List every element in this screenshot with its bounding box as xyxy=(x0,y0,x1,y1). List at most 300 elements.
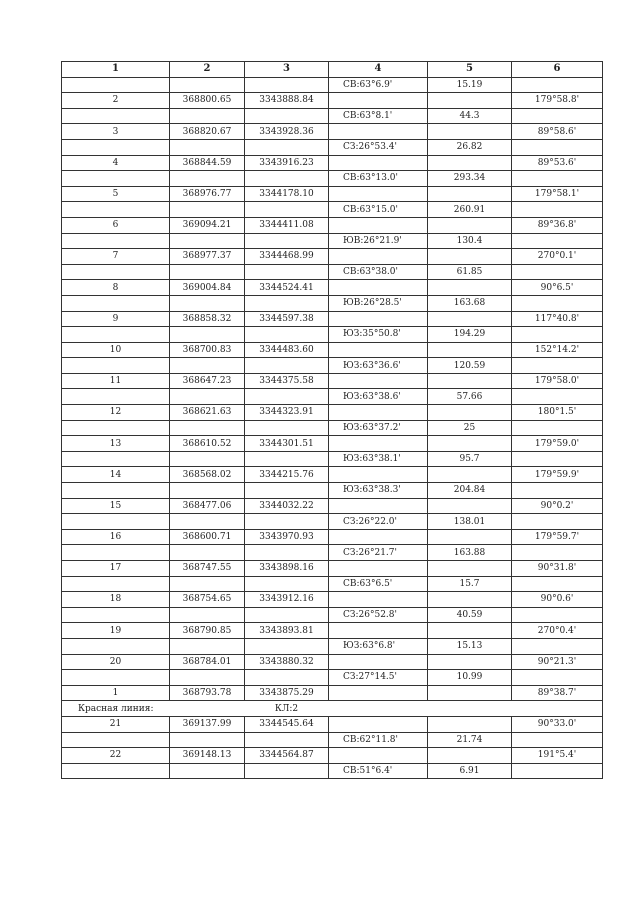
bearing: ЮЗ:63°38.3' xyxy=(329,483,428,499)
empty-cell xyxy=(170,670,245,686)
angle: 270°0.1' xyxy=(512,249,603,265)
empty-cell xyxy=(245,763,329,779)
empty-cell xyxy=(329,311,428,327)
coord-x: 368747.55 xyxy=(170,561,245,577)
empty-cell xyxy=(512,701,603,717)
coord-x: 369137.99 xyxy=(170,716,245,732)
header-col-3: 3 xyxy=(245,62,329,78)
empty-cell xyxy=(329,529,428,545)
empty-cell xyxy=(245,732,329,748)
point-row xyxy=(62,217,603,233)
segment-row xyxy=(62,108,603,124)
segment-row xyxy=(62,763,603,779)
empty-cell xyxy=(512,171,603,187)
point-number: 9 xyxy=(62,311,170,327)
coord-x: 368647.23 xyxy=(170,373,245,389)
red-line-value: КЛ:2 xyxy=(274,703,299,714)
point-row xyxy=(62,436,603,452)
empty-cell xyxy=(329,498,428,514)
empty-cell xyxy=(428,217,512,233)
bearing: ЮЗ:63°37.2' xyxy=(329,420,428,436)
empty-cell xyxy=(512,638,603,654)
coord-x: 368477.06 xyxy=(170,498,245,514)
empty-cell xyxy=(245,77,329,93)
empty-cell xyxy=(245,358,329,374)
empty-cell xyxy=(245,389,329,405)
empty-cell xyxy=(245,171,329,187)
coord-y: 3344597.38 xyxy=(245,311,329,327)
point-number: 2 xyxy=(62,93,170,109)
empty-cell xyxy=(512,545,603,561)
segment-row xyxy=(62,295,603,311)
empty-cell xyxy=(428,623,512,639)
empty-cell xyxy=(329,249,428,265)
empty-cell xyxy=(62,670,170,686)
coord-x: 368568.02 xyxy=(170,467,245,483)
coord-x: 368600.71 xyxy=(170,529,245,545)
empty-cell xyxy=(428,498,512,514)
empty-cell xyxy=(329,280,428,296)
angle: 89°58.6' xyxy=(512,124,603,140)
header-col-1: 1 xyxy=(62,62,170,78)
coord-x: 368793.78 xyxy=(170,685,245,701)
point-number: 21 xyxy=(62,716,170,732)
bearing: СВ:51°6.4' xyxy=(329,763,428,779)
header-col-6: 6 xyxy=(512,62,603,78)
bearing: СЗ:26°21.7' xyxy=(329,545,428,561)
coord-x: 368754.65 xyxy=(170,592,245,608)
point-number: 22 xyxy=(62,748,170,764)
bearing: ЮВ:26°28.5' xyxy=(329,295,428,311)
point-row xyxy=(62,623,603,639)
empty-cell xyxy=(428,155,512,171)
coord-y: 3344483.60 xyxy=(245,342,329,358)
coord-x: 368820.67 xyxy=(170,124,245,140)
empty-cell xyxy=(245,295,329,311)
point-row xyxy=(62,529,603,545)
empty-cell xyxy=(329,342,428,358)
point-row xyxy=(62,405,603,421)
angle: 117°40.8' xyxy=(512,311,603,327)
coord-x: 368977.37 xyxy=(170,249,245,265)
bearing: СВ:62°11.8' xyxy=(329,732,428,748)
distance: 163.68 xyxy=(428,295,512,311)
coord-y: 3343970.93 xyxy=(245,529,329,545)
segment-row xyxy=(62,483,603,499)
point-row xyxy=(62,373,603,389)
point-row xyxy=(62,155,603,171)
bearing: СЗ:26°53.4' xyxy=(329,139,428,155)
distance: 130.4 xyxy=(428,233,512,249)
empty-cell xyxy=(62,545,170,561)
table-body xyxy=(62,77,603,779)
point-number: 14 xyxy=(62,467,170,483)
angle: 89°38.7' xyxy=(512,685,603,701)
coord-x: 368976.77 xyxy=(170,186,245,202)
empty-cell xyxy=(428,186,512,202)
angle: 179°58.1' xyxy=(512,186,603,202)
point-row xyxy=(62,498,603,514)
empty-cell xyxy=(329,405,428,421)
segment-row xyxy=(62,202,603,218)
point-row xyxy=(62,186,603,202)
empty-cell xyxy=(428,716,512,732)
coord-y: 3343880.32 xyxy=(245,654,329,670)
empty-cell xyxy=(170,233,245,249)
angle: 152°14.2' xyxy=(512,342,603,358)
empty-cell xyxy=(428,280,512,296)
empty-cell xyxy=(329,561,428,577)
coord-y: 3343916.23 xyxy=(245,155,329,171)
coord-y: 3343875.29 xyxy=(245,685,329,701)
empty-cell xyxy=(428,685,512,701)
empty-cell xyxy=(170,264,245,280)
distance: 260.91 xyxy=(428,202,512,218)
segment-row xyxy=(62,264,603,280)
coord-y: 3344178.10 xyxy=(245,186,329,202)
segment-row xyxy=(62,327,603,343)
point-number: 6 xyxy=(62,217,170,233)
empty-cell xyxy=(512,514,603,530)
empty-cell xyxy=(428,529,512,545)
angle: 179°58.8' xyxy=(512,93,603,109)
point-number: 10 xyxy=(62,342,170,358)
empty-cell xyxy=(245,451,329,467)
segment-row xyxy=(62,451,603,467)
angle: 179°59.0' xyxy=(512,436,603,452)
bearing: СВ:63°15.0' xyxy=(329,202,428,218)
empty-cell xyxy=(329,685,428,701)
bearing: ЮЗ:63°36.6' xyxy=(329,358,428,374)
empty-cell xyxy=(245,202,329,218)
coord-y: 3344215.76 xyxy=(245,467,329,483)
empty-cell xyxy=(329,592,428,608)
coord-x: 368610.52 xyxy=(170,436,245,452)
point-row xyxy=(62,249,603,265)
bearing: СВ:63°38.0' xyxy=(329,264,428,280)
coord-y: 3344545.64 xyxy=(245,716,329,732)
empty-cell xyxy=(428,311,512,327)
point-number: 15 xyxy=(62,498,170,514)
empty-cell xyxy=(62,264,170,280)
empty-cell xyxy=(329,155,428,171)
distance: 21.74 xyxy=(428,732,512,748)
segment-row xyxy=(62,139,603,155)
empty-cell xyxy=(245,327,329,343)
point-number: 3 xyxy=(62,124,170,140)
empty-cell xyxy=(170,732,245,748)
segment-row xyxy=(62,420,603,436)
empty-cell xyxy=(245,576,329,592)
empty-cell xyxy=(512,264,603,280)
coord-x: 369004.84 xyxy=(170,280,245,296)
empty-cell xyxy=(62,638,170,654)
empty-cell xyxy=(329,701,428,717)
angle: 179°59.9' xyxy=(512,467,603,483)
angle: 191°5.4' xyxy=(512,748,603,764)
coord-y: 3344301.51 xyxy=(245,436,329,452)
distance: 293.34 xyxy=(428,171,512,187)
empty-cell xyxy=(62,77,170,93)
distance: 138.01 xyxy=(428,514,512,530)
table-header-row xyxy=(62,62,603,78)
angle: 90°6.5' xyxy=(512,280,603,296)
point-number: 11 xyxy=(62,373,170,389)
empty-cell xyxy=(245,607,329,623)
point-number: 19 xyxy=(62,623,170,639)
header-col-2: 2 xyxy=(170,62,245,78)
coord-x: 368621.63 xyxy=(170,405,245,421)
angle: 270°0.4' xyxy=(512,623,603,639)
empty-cell xyxy=(329,748,428,764)
distance: 15.13 xyxy=(428,638,512,654)
distance: 57.66 xyxy=(428,389,512,405)
empty-cell xyxy=(428,93,512,109)
bearing: ЮЗ:63°38.6' xyxy=(329,389,428,405)
point-number: 8 xyxy=(62,280,170,296)
empty-cell xyxy=(512,77,603,93)
angle: 90°31.8' xyxy=(512,561,603,577)
empty-cell xyxy=(170,483,245,499)
bearing: СВ:63°6.9' xyxy=(329,77,428,93)
segment-row xyxy=(62,607,603,623)
empty-cell xyxy=(170,607,245,623)
coord-x: 368800.65 xyxy=(170,93,245,109)
angle: 90°0.6' xyxy=(512,592,603,608)
empty-cell xyxy=(170,171,245,187)
empty-cell xyxy=(428,701,512,717)
empty-cell xyxy=(512,607,603,623)
coord-x: 368790.85 xyxy=(170,623,245,639)
empty-cell xyxy=(170,327,245,343)
bearing: СВ:63°8.1' xyxy=(329,108,428,124)
point-row xyxy=(62,467,603,483)
distance: 61.85 xyxy=(428,264,512,280)
segment-row xyxy=(62,77,603,93)
empty-cell xyxy=(512,451,603,467)
point-number: 1 xyxy=(62,685,170,701)
point-number: 12 xyxy=(62,405,170,421)
segment-row xyxy=(62,514,603,530)
empty-cell xyxy=(428,342,512,358)
empty-cell xyxy=(512,202,603,218)
empty-cell xyxy=(170,295,245,311)
point-number: 17 xyxy=(62,561,170,577)
coord-y: 3344468.99 xyxy=(245,249,329,265)
segment-row xyxy=(62,358,603,374)
coord-y: 3343893.81 xyxy=(245,623,329,639)
empty-cell xyxy=(329,217,428,233)
empty-cell xyxy=(245,670,329,686)
coord-y: 3344032.22 xyxy=(245,498,329,514)
empty-cell xyxy=(170,763,245,779)
empty-cell xyxy=(329,654,428,670)
empty-cell xyxy=(428,467,512,483)
empty-cell xyxy=(170,420,245,436)
bearing: СЗ:26°52.8' xyxy=(329,607,428,623)
empty-cell xyxy=(329,623,428,639)
bearing: СЗ:26°22.0' xyxy=(329,514,428,530)
coord-y: 3343928.36 xyxy=(245,124,329,140)
empty-cell xyxy=(62,763,170,779)
coord-y: 3344524.41 xyxy=(245,280,329,296)
empty-cell xyxy=(170,358,245,374)
distance: 6.91 xyxy=(428,763,512,779)
distance: 15.19 xyxy=(428,77,512,93)
empty-cell xyxy=(170,389,245,405)
empty-cell xyxy=(62,233,170,249)
segment-row xyxy=(62,670,603,686)
empty-cell xyxy=(512,670,603,686)
bearing: ЮЗ:63°38.1' xyxy=(329,451,428,467)
point-number: 20 xyxy=(62,654,170,670)
segment-row xyxy=(62,233,603,249)
distance: 26.82 xyxy=(428,139,512,155)
empty-cell xyxy=(512,139,603,155)
empty-cell xyxy=(245,483,329,499)
empty-cell xyxy=(329,373,428,389)
empty-cell xyxy=(428,249,512,265)
empty-cell xyxy=(170,701,245,717)
distance: 204.84 xyxy=(428,483,512,499)
angle: 90°0.2' xyxy=(512,498,603,514)
angle: 89°53.6' xyxy=(512,155,603,171)
bearing: ЮЗ:63°6.8' xyxy=(329,638,428,654)
coordinates-table xyxy=(61,61,603,779)
angle: 180°1.5' xyxy=(512,405,603,421)
empty-cell xyxy=(170,514,245,530)
empty-cell xyxy=(428,654,512,670)
empty-cell xyxy=(62,483,170,499)
empty-cell xyxy=(512,420,603,436)
empty-cell xyxy=(512,358,603,374)
empty-cell xyxy=(62,514,170,530)
angle: 179°59.7' xyxy=(512,529,603,545)
empty-cell xyxy=(428,592,512,608)
angle: 179°58.0' xyxy=(512,373,603,389)
header-col-5: 5 xyxy=(428,62,512,78)
empty-cell xyxy=(329,186,428,202)
point-number: 18 xyxy=(62,592,170,608)
empty-cell xyxy=(62,295,170,311)
empty-cell xyxy=(170,545,245,561)
empty-cell xyxy=(170,108,245,124)
empty-cell xyxy=(62,171,170,187)
point-row xyxy=(62,342,603,358)
empty-cell xyxy=(170,638,245,654)
point-row xyxy=(62,280,603,296)
bearing: ЮЗ:35°50.8' xyxy=(329,327,428,343)
empty-cell xyxy=(428,373,512,389)
point-number: 4 xyxy=(62,155,170,171)
distance: 194.29 xyxy=(428,327,512,343)
empty-cell xyxy=(245,514,329,530)
empty-cell xyxy=(62,607,170,623)
point-row xyxy=(62,561,603,577)
empty-cell xyxy=(428,561,512,577)
empty-cell xyxy=(512,327,603,343)
angle: 90°21.3' xyxy=(512,654,603,670)
point-row xyxy=(62,685,603,701)
empty-cell xyxy=(428,748,512,764)
distance: 40.59 xyxy=(428,607,512,623)
empty-cell xyxy=(329,124,428,140)
empty-cell xyxy=(245,264,329,280)
empty-cell xyxy=(512,108,603,124)
distance: 44.3 xyxy=(428,108,512,124)
empty-cell xyxy=(62,202,170,218)
point-number: 16 xyxy=(62,529,170,545)
empty-cell xyxy=(245,108,329,124)
empty-cell xyxy=(245,545,329,561)
empty-cell xyxy=(170,77,245,93)
empty-cell xyxy=(245,638,329,654)
coord-y: 3344411.08 xyxy=(245,217,329,233)
point-row xyxy=(62,311,603,327)
empty-cell xyxy=(329,716,428,732)
segment-row xyxy=(62,171,603,187)
empty-cell xyxy=(512,732,603,748)
segment-row xyxy=(62,732,603,748)
empty-cell xyxy=(170,202,245,218)
point-row xyxy=(62,716,603,732)
point-number: 5 xyxy=(62,186,170,202)
empty-cell xyxy=(512,763,603,779)
distance: 95.7 xyxy=(428,451,512,467)
empty-cell xyxy=(512,483,603,499)
empty-cell xyxy=(512,295,603,311)
point-row xyxy=(62,748,603,764)
empty-cell xyxy=(428,405,512,421)
coord-y: 3343888.84 xyxy=(245,93,329,109)
empty-cell xyxy=(62,420,170,436)
angle: 90°33.0' xyxy=(512,716,603,732)
empty-cell xyxy=(329,436,428,452)
point-number: 13 xyxy=(62,436,170,452)
red-line-row xyxy=(62,701,603,717)
segment-row xyxy=(62,389,603,405)
point-row xyxy=(62,654,603,670)
coord-y: 3343898.16 xyxy=(245,561,329,577)
segment-row xyxy=(62,638,603,654)
distance: 15.7 xyxy=(428,576,512,592)
empty-cell xyxy=(62,451,170,467)
coord-x: 368858.32 xyxy=(170,311,245,327)
coord-y: 3343912.16 xyxy=(245,592,329,608)
segment-row xyxy=(62,576,603,592)
empty-cell xyxy=(62,576,170,592)
empty-cell xyxy=(512,389,603,405)
bearing: ЮВ:26°21.9' xyxy=(329,233,428,249)
empty-cell xyxy=(245,420,329,436)
empty-cell xyxy=(428,436,512,452)
distance: 25 xyxy=(428,420,512,436)
segment-row xyxy=(62,545,603,561)
empty-cell xyxy=(512,233,603,249)
empty-cell xyxy=(329,467,428,483)
angle: 89°36.8' xyxy=(512,217,603,233)
empty-cell xyxy=(329,93,428,109)
bearing: СВ:63°6.5' xyxy=(329,576,428,592)
empty-cell xyxy=(245,139,329,155)
empty-cell xyxy=(170,139,245,155)
point-row xyxy=(62,124,603,140)
coord-x: 368700.83 xyxy=(170,342,245,358)
point-row xyxy=(62,592,603,608)
header-col-4: 4 xyxy=(329,62,428,78)
coord-y: 3344375.58 xyxy=(245,373,329,389)
empty-cell xyxy=(62,108,170,124)
